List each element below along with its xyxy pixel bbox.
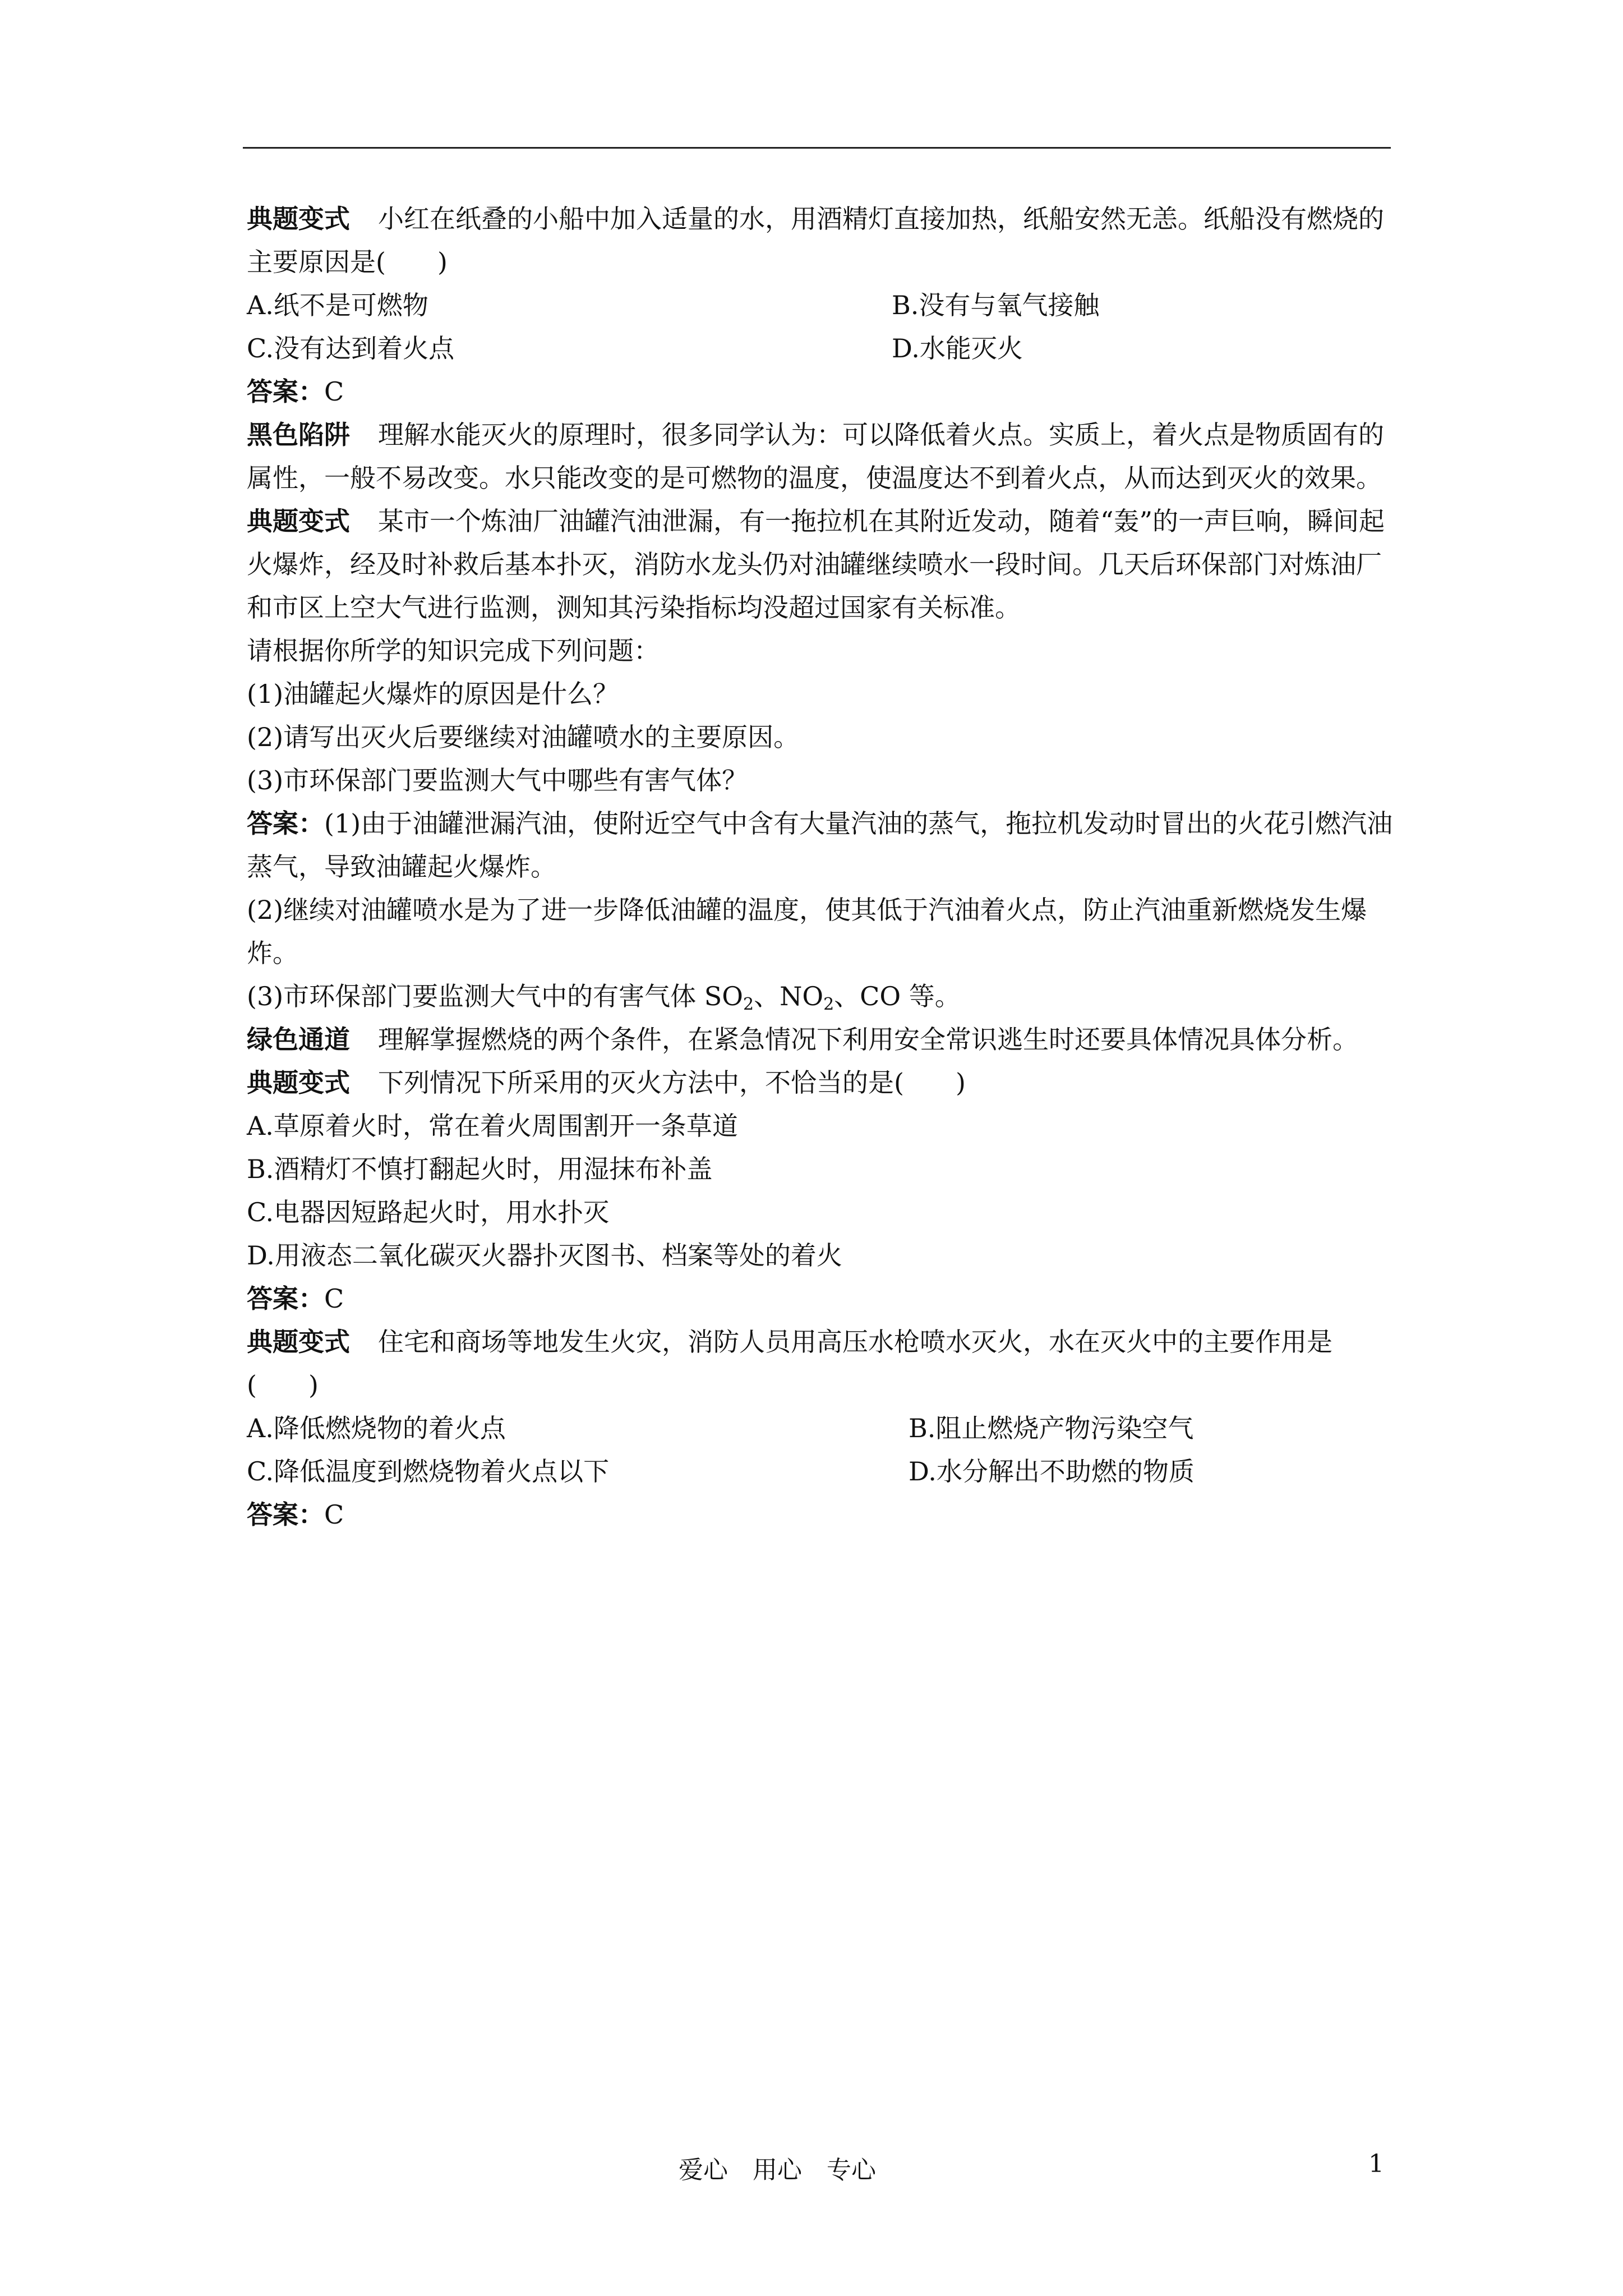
question-3 <box>247 1061 1396 1105</box>
subscript-2: 2 <box>743 995 754 1014</box>
option-d: D.用液态二氧化碳灭火器扑灭图书、档案等处的着火 <box>247 1240 842 1271</box>
question-4-answer <box>247 1493 1396 1536</box>
question-2-text: 某市一个炼油厂油罐汽油泄漏，有一拖拉机在其附近发动，随着“轰”的一声巨响，瞬间起火爆炸，经及时补救后基本扑灭，消防水龙头仍对油罐继续喷水一段时间。几天后环保部门对炼油厂和市区上空大气进行监测，测知其污染指标均没超过国家有关标准。 <box>247 506 1385 623</box>
question-2-sub-3: (3)市环保部门要监测大气中哪些有害气体？ <box>247 765 748 795</box>
answer-3-prefix: (3)市环保部门要监测大气中的有害气体 SO <box>247 981 744 1011</box>
question-1-answer <box>247 370 1396 413</box>
footer-motto: 爱心 用心 专心 <box>679 2156 876 2184</box>
question-4-text: 住宅和商场等地发生火灾，消防人员用高压水枪喷水灭火，水在灭火中的主要作用是( ) <box>247 1327 1332 1400</box>
option-a: A.纸不是可燃物 <box>247 290 428 320</box>
subscript-2: 2 <box>823 995 834 1014</box>
option-d: D.水分解出不助燃的物质 <box>909 1456 1195 1487</box>
question-3-text: 下列情况下所采用的灭火方法中，不恰当的是( ) <box>378 1068 966 1098</box>
question-1 <box>247 197 1396 284</box>
document-body <box>247 197 1396 1536</box>
variant-label: 典题变式 <box>247 506 350 536</box>
question-2 <box>247 500 1396 629</box>
question-4-options-row-1 <box>247 1407 1396 1450</box>
option-a: A.草原着火时，常在着火周围割开一条草道 <box>247 1111 738 1141</box>
question-1-text: 小红在纸叠的小船中加入适量的水，用酒精灯直接加热，纸船安然无恙。纸船没有燃烧的主要原因是( ) <box>247 204 1384 277</box>
answer-label: 答案： <box>247 1499 324 1530</box>
trap-label: 黑色陷阱 <box>247 420 350 450</box>
page-number: 1 <box>1368 2150 1384 2178</box>
question-1-options-row-1 <box>247 284 1396 327</box>
question-2-answer-2: (2)继续对油罐喷水是为了进一步降低油罐的温度，使其低于汽油着火点，防止汽油重新燃烧发生爆炸。 <box>247 895 1367 968</box>
answer-label: 答案： <box>247 376 324 407</box>
answer-value: C <box>324 1499 344 1530</box>
variant-label: 典题变式 <box>247 1068 350 1098</box>
option-d: D.水能灭火 <box>892 333 1023 364</box>
variant-label: 典题变式 <box>247 204 350 234</box>
green-label: 绿色通道 <box>247 1024 350 1055</box>
question-2-sub-1: (1)油罐起火爆炸的原因是什么？ <box>247 679 619 709</box>
question-2-answer-1 <box>247 802 1396 889</box>
header-rule <box>243 147 1391 149</box>
option-b: B.阻止燃烧产物污染空气 <box>909 1413 1194 1443</box>
answer-1-text: (1)由于油罐泄漏汽油，使附近空气中含有大量汽油的蒸气，拖拉机发动时冒出的火花引燃汽油蒸气，导致油罐起火爆炸。 <box>247 808 1393 882</box>
option-c: C.电器因短路起火时，用水扑灭 <box>247 1197 610 1227</box>
option-c: C.没有达到着火点 <box>247 333 455 364</box>
option-a: A.降低燃烧物的着火点 <box>247 1413 506 1443</box>
answer-3-suffix: 、CO 等。 <box>834 981 961 1011</box>
answer-value: C <box>324 376 344 407</box>
answer-value: C <box>324 1283 344 1314</box>
answer-label: 答案： <box>247 808 324 839</box>
question-2-answer-3 <box>247 975 1396 1018</box>
question-2-prompt: 请根据你所学的知识完成下列问题： <box>247 636 660 666</box>
trap-text: 理解水能灭火的原理时，很多同学认为：可以降低着火点。实质上，着火点是物质固有的属性，一般不易改变。水只能改变的是可燃物的温度，使温度达不到着火点，从而达到灭火的效果。 <box>247 420 1384 493</box>
question-4 <box>247 1320 1396 1407</box>
question-4-options-row-2 <box>247 1450 1396 1493</box>
question-3-answer <box>247 1277 1396 1320</box>
option-b: B.酒精灯不慎打翻起火时，用湿抹布补盖 <box>247 1154 713 1184</box>
green-text: 理解掌握燃烧的两个条件，在紧急情况下利用安全常识逃生时还要具体情况具体分析。 <box>378 1024 1358 1055</box>
trap-note <box>247 413 1396 500</box>
question-2-sub-2: (2)请写出灭火后要继续对油罐喷水的主要原因。 <box>247 722 800 752</box>
answer-3-mid: 、NO <box>754 981 824 1011</box>
answer-label: 答案： <box>247 1283 324 1314</box>
variant-label: 典题变式 <box>247 1327 350 1357</box>
option-b: B.没有与氧气接触 <box>892 290 1100 320</box>
green-note <box>247 1018 1396 1061</box>
option-c: C.降低温度到燃烧物着火点以下 <box>247 1456 610 1487</box>
question-1-options-row-2 <box>247 327 1396 370</box>
